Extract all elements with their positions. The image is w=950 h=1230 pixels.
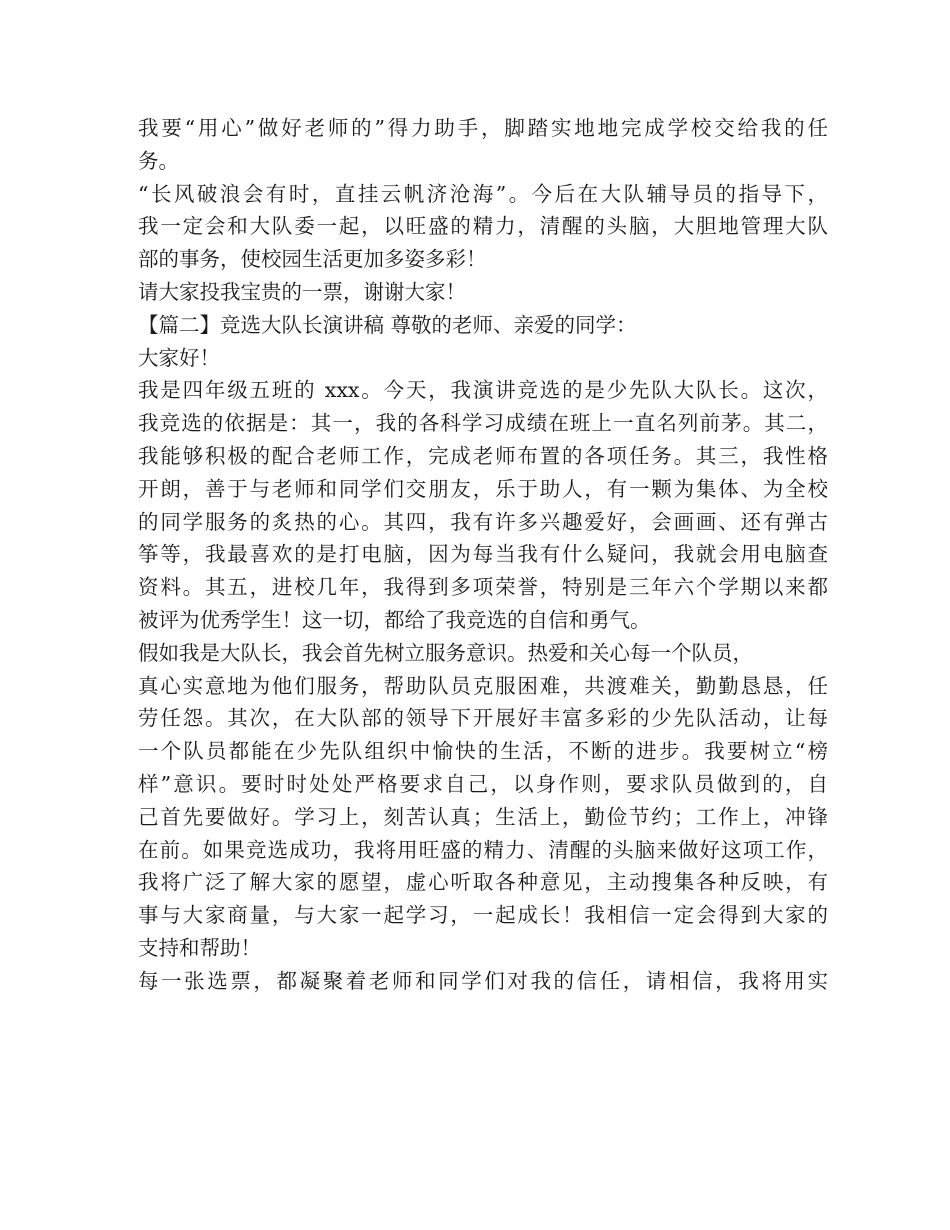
text-line: 我一定会和大队委一起，以旺盛的精力，清醒的头脑，大胆地管理大队 (138, 214, 828, 239)
text-line: 假如我是大队长，我会首先树立服务意识。热爱和关心每一个队员， (138, 640, 753, 665)
text-line: 事与大家商量，与大家一起学习，一起成长！我相信一定会得到大家的 (138, 903, 828, 928)
text-line: 己首先要做好。学习上，刻苦认真；生活上，勤俭节约；工作上，冲锋 (138, 804, 828, 829)
text-line: 的同学服务的炙热的心。其四，我有许多兴趣爱好，会画画、还有弹古 (138, 509, 828, 534)
text-line: 【篇二】竞选大队长演讲稿 尊敬的老师、亲爱的同学： (138, 312, 637, 337)
text-line: 筝等，我最喜欢的是打电脑，因为每当我有什么疑问，我就会用电脑查 (138, 542, 828, 567)
text-line: 我要“用心”做好老师的”得力助手，脚踏实地地完成学校交给我的任 (138, 116, 828, 140)
document-page (138, 112, 828, 998)
text-line: 劳任怨。其次，在大队部的领导下开展好丰富多彩的少先队活动，让每 (138, 706, 828, 731)
text-line: 部的事务，使校园生活更加多姿多彩！ (138, 247, 487, 272)
text-line: 请大家投我宝贵的一票，谢谢大家！ (138, 279, 466, 304)
text-line: 开朗，善于与老师和同学们交朋友，乐于助人，有一颗为集体、为全校 (138, 476, 828, 501)
text-line: 我是四年级五班的 xxx。今天，我演讲竞选的是少先队大队长。这次， (138, 378, 828, 403)
text-line: 在前。如果竞选成功，我将用旺盛的精力、清醒的头脑来做好这项工作， (138, 837, 828, 862)
text-line: 每一张选票，都凝聚着老师和同学们对我的信任，请相信，我将用实 (138, 968, 828, 993)
text-line: 我能够积极的配合老师工作，完成老师布置的各项任务。其三，我性格 (138, 443, 828, 468)
text-line: 样”意识。要时时处处严格要求自己，以身作则，要求队员做到的，自 (138, 771, 828, 796)
text-line: 一个队员都能在少先队组织中愉快的生活，不断的进步。我要树立“榜 (138, 739, 828, 764)
text-line: 大家好！ (138, 345, 220, 370)
text-line: 我将广泛了解大家的愿望，虚心听取各种意见，主动搜集各种反映，有 (138, 870, 828, 895)
text-line: 资料。其五，进校几年，我得到多项荣誉，特别是三年六个学期以来都 (138, 575, 828, 600)
text-line: 真心实意地为他们服务，帮助队员克服困难，共渡难关，勤勤恳恳，任 (138, 673, 828, 698)
text-line: 被评为优秀学生！这一切，都给了我竞选的自信和勇气。 (138, 607, 651, 632)
text-line: 支持和帮助！ (138, 935, 261, 960)
text-line: 务。 (138, 148, 179, 173)
text-line: “长风破浪会有时，直挂云帆济沧海”。今后在大队辅导员的指导下， (138, 181, 828, 206)
document-body (138, 112, 828, 998)
text-line: 我竞选的依据是：其一，我的各科学习成绩在班上一直名列前茅。其二， (138, 411, 828, 436)
